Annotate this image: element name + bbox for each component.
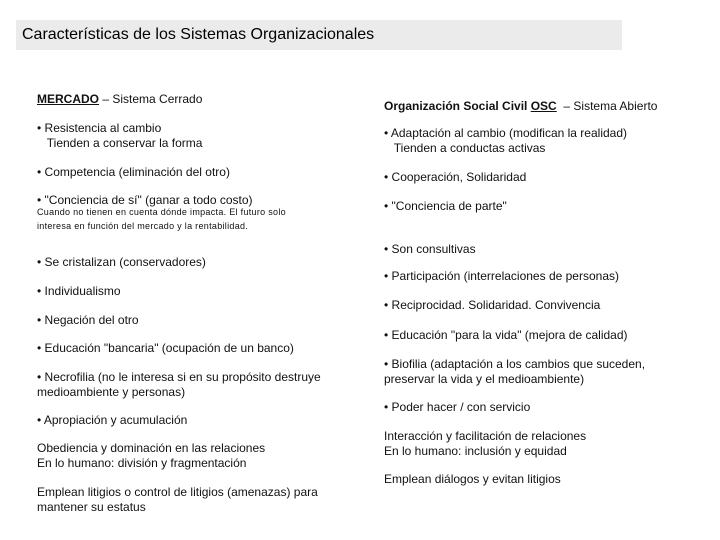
left-item: Emplean litigios o control de litigios (amenazas) para mantener su estatus [37,485,318,514]
right-item: • Biofilia (adaptación a los cambios que suceden, preservar la vida y el medioambiente) [384,357,646,386]
left-item: • Necrofilia (no le interesa si en su propósito destruye medioambiente y personas) [37,370,321,399]
right-heading [384,99,657,114]
right-item: • Poder hacer / con servicio [384,400,531,414]
left-heading [37,92,202,107]
left-note: Cuando no tienen en cuenta dónde impacta. El futuro solo interesa en función del mercado y la rentabilidad. [37,207,286,231]
right-item: Emplean diálogos y evitan litigios [384,472,561,486]
slide-title: Características de los Sistemas Organizacionales [22,26,375,43]
right-item: • Educación "para la vida" (mejora de calidad) [384,328,628,342]
left-item: • Resistencia al cambio Tienden a conservar la forma [37,121,203,150]
right-heading-rest: – Sistema Abierto [556,99,658,113]
osc-label: OSC [530,99,557,113]
right-item: Interacción y facilitación de relaciones En lo humano: inclusión y equidad [384,429,587,458]
mercado-label: MERCADO [37,92,99,106]
left-item: • Negación del otro [37,313,139,327]
left-item: • Apropiación y acumulación [37,413,188,427]
right-item: • Son consultivas [384,242,476,256]
left-item: Obediencia y dominación en las relaciones En lo humano: división y fragmentación [37,441,266,470]
left-item: • "Conciencia de sí" (ganar a todo costo) [37,193,253,207]
right-item: • Cooperación, Solidaridad [384,170,527,184]
left-item: • Individualismo [37,284,121,298]
title-bar [16,20,622,50]
left-item: • Se cristalizan (conservadores) [37,255,206,269]
left-item: • Competencia (eliminación del otro) [37,165,230,179]
right-heading-bold: Organización Social Civil [384,99,531,113]
left-heading-rest: – Sistema Cerrado [99,92,203,106]
right-item: • Reciprocidad. Solidaridad. Convivencia [384,298,601,312]
right-item: • Participación (interrelaciones de personas) [384,269,619,283]
right-item: • "Conciencia de parte" [384,199,507,213]
right-item: • Adaptación al cambio (modifican la realidad) Tienden a conductas activas [384,126,627,155]
left-item: • Educación "bancaria" (ocupación de un banco) [37,341,294,355]
